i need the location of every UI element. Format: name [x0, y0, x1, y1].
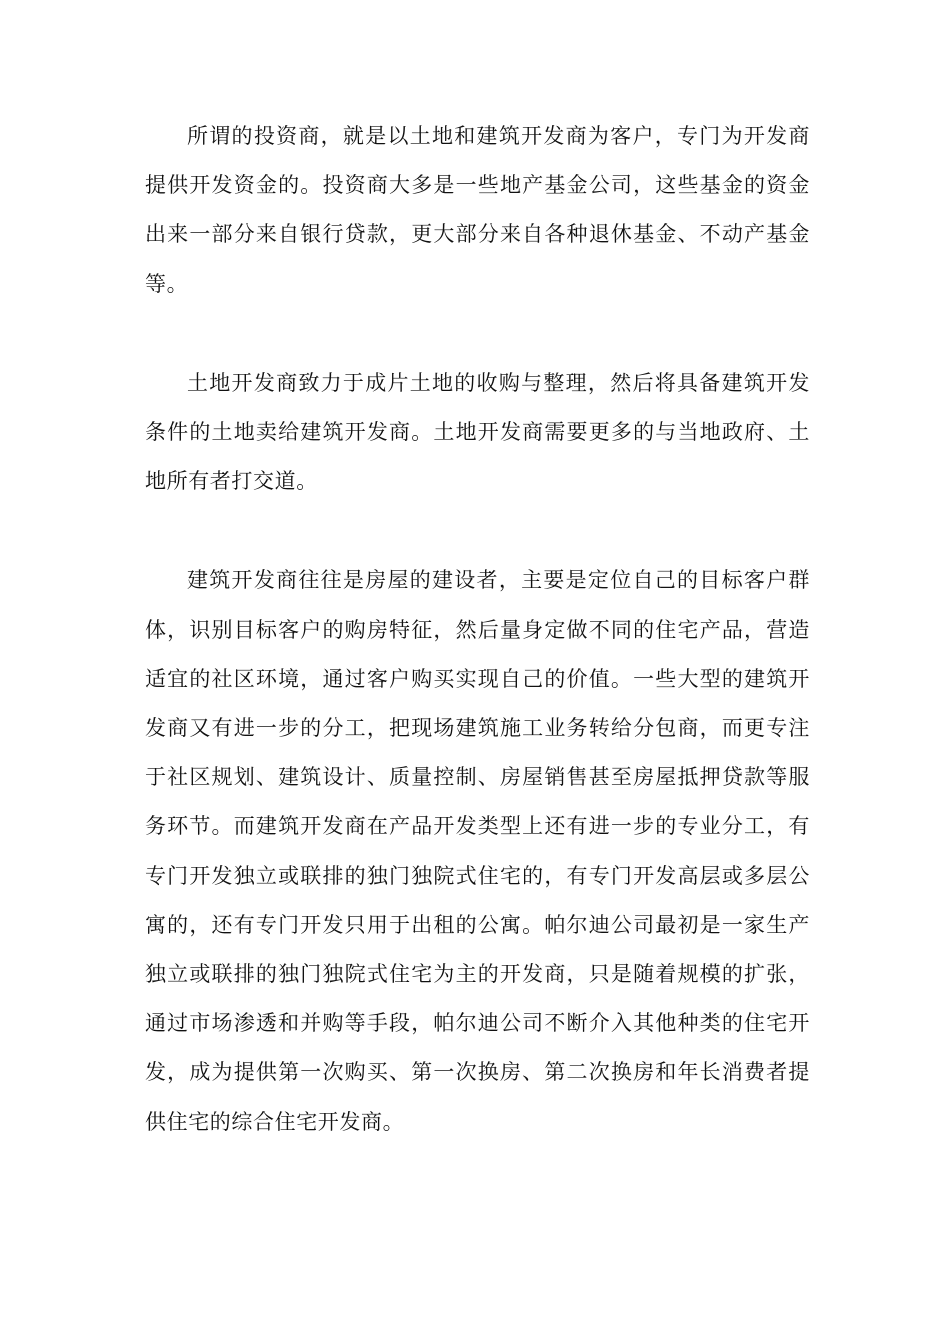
paragraph-land-developers: 土地开发商致力于成片土地的收购与整理，然后将具备建筑开发条件的土地卖给建筑开发商。土地开发商需要更多的与当地政府、土地所有者打交道。 — [145, 370, 810, 494]
paragraph-building-developers: 建筑开发商往往是房屋的建设者，主要是定位自己的目标客户群体，识别目标客户的购房特征，然后量身定做不同的住宅产品，营造适宜的社区环境，通过客户购买实现自己的价值。一些大型的建筑开发商又有进一步的分工，把现场建筑施工业务转给分包商，而更专注于社区规划、建筑设计、质量控制、房屋销售甚至房屋抵押贷款等服务环节。而建筑开发商在产品开发类型上还有进一步的专业分工，有专门开发独立或联排的独门独院式住宅的，有专门开发高层或多层公寓的，还有专门开发只用于出租的公寓。帕尔迪公司最初是一家生产独立或联排的独门独院式住宅为主的开发商，只是随着规模的扩张，通过市场渗透和并购等手段，帕尔迪公司不断介入其他种类的住宅开发，成为提供第一次购买、第一次换房、第二次换房和年长消费者提供住宅的综合住宅开发商。 — [145, 568, 810, 1134]
paragraph-investors: 所谓的投资商，就是以土地和建筑开发商为客户，专门为开发商提供开发资金的。投资商大多是一些地产基金公司，这些基金的资金出来一部分来自银行贷款，更大部分来自各种退休基金、不动产基金等。 — [145, 124, 810, 296]
paragraph-gap — [145, 506, 810, 556]
paragraph-gap — [145, 309, 810, 359]
document-body — [145, 112, 810, 1147]
